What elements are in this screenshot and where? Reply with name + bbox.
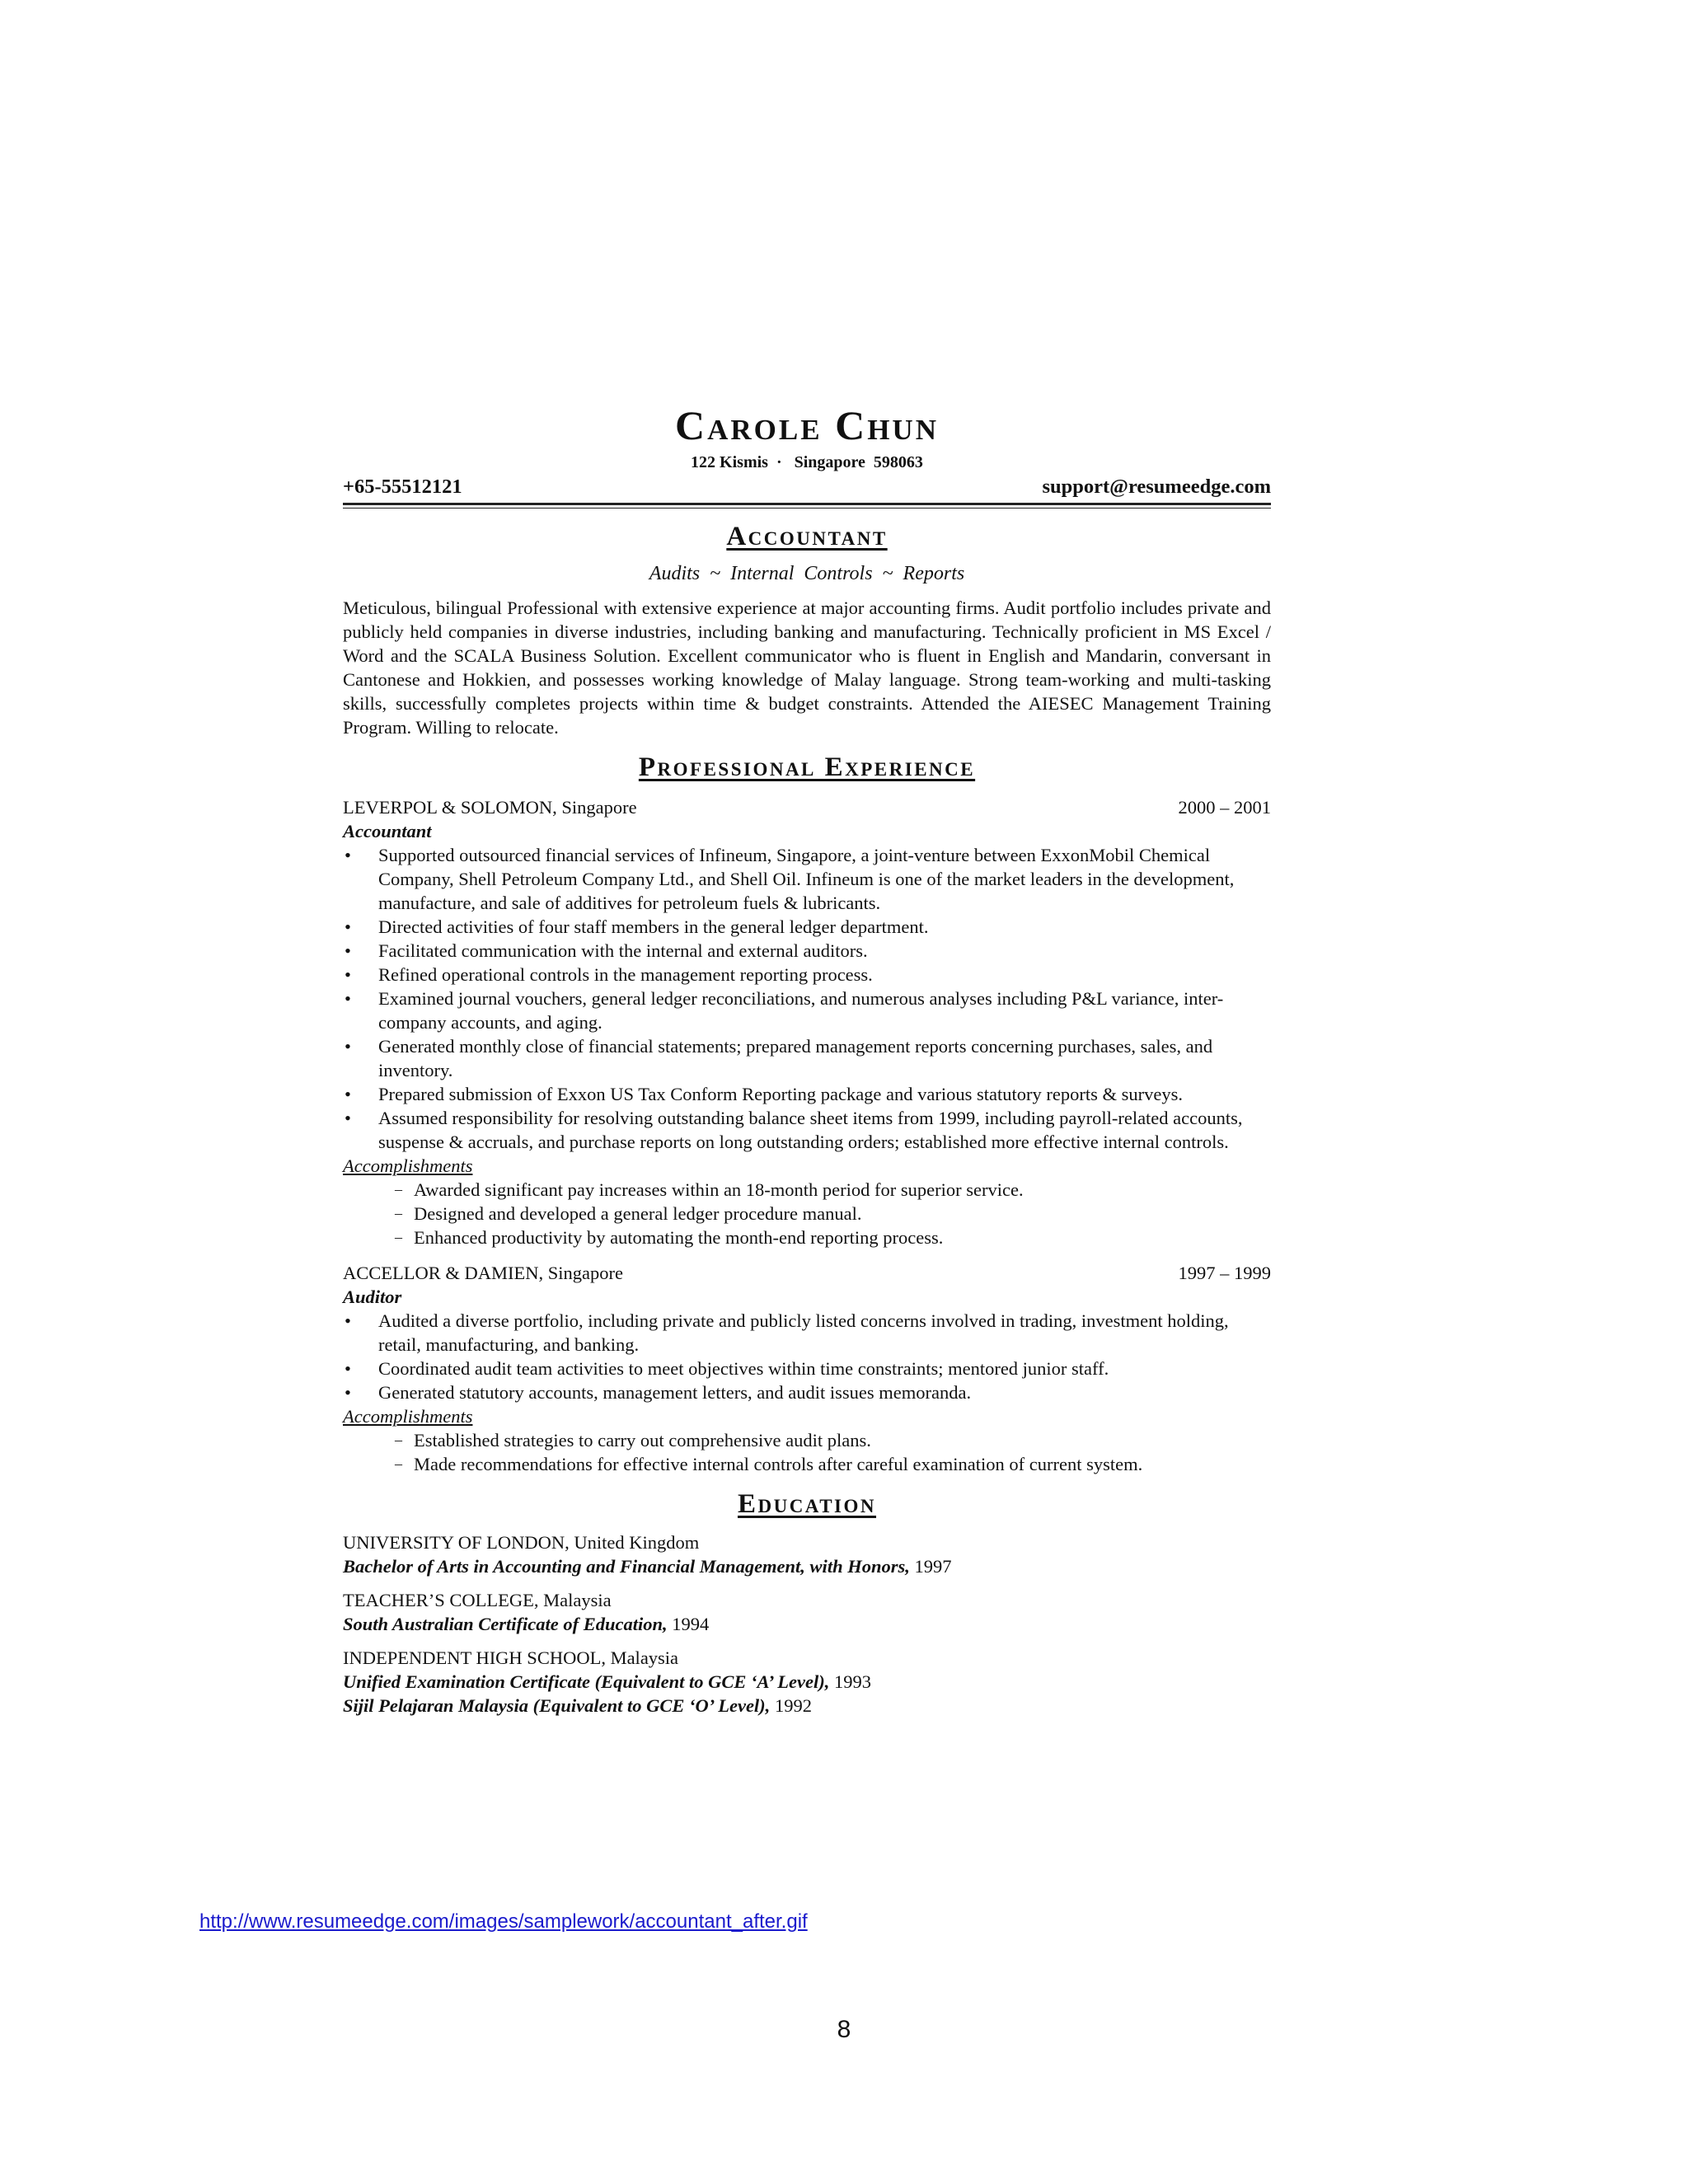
resume — [343, 402, 1271, 1718]
duty-item: • Generated monthly close of financial statements; prepared management reports concerning purchases, sales, and inventory. — [378, 1034, 1271, 1082]
header-rule-thin — [343, 508, 1271, 509]
degree-line — [343, 1554, 1271, 1578]
duty-item: • Refined operational controls in the management reporting process. — [378, 963, 1271, 987]
employer: LEVERPOL & SOLOMON, Singapore — [343, 797, 637, 818]
school: UNIVERSITY OF LONDON, United Kingdom — [343, 1532, 700, 1553]
degree-line — [343, 1694, 1271, 1718]
degree-name: Bachelor of Arts in Accounting and Financial Management, with Honors, — [343, 1556, 910, 1577]
job-entry — [343, 1261, 1271, 1476]
accomplishments-list — [343, 1178, 1271, 1249]
education-entry — [343, 1588, 1271, 1636]
degree-name: Sijil Pelajaran Malaysia (Equivalent to GCE ‘O’ Level), — [343, 1695, 771, 1716]
degree-name: South Australian Certificate of Education, — [343, 1614, 668, 1634]
duties-list — [343, 1309, 1271, 1404]
job-title: Accountant — [343, 821, 432, 841]
accomplishment-item: – Made recommendations for effective internal controls after careful examination of current system. — [414, 1452, 1271, 1476]
summary: Meticulous, bilingual Professional with extensive experience at major accounting firms. Audit portfolio includes private and publicly held companies in diverse industries, including banking and manufacturing. Technically proficient in MS Excel / Word and the SCALA Business Solution. Excellent communicator who is fluent in English and Mandarin, conversant in Cantonese and Hokkien, and possesses working knowledge of Malay language. Strong team-working and multi-tasking skills, successfully completes projects within time & budget constraints. Attended the AIESEC Management Training Program. Willing to relocate. — [343, 598, 1271, 738]
header-rule — [343, 503, 1271, 505]
degree-year: 1997 — [909, 1556, 952, 1577]
degree-year: 1993 — [829, 1671, 871, 1692]
duty-item: • Assumed responsibility for resolving outstanding balance sheet items from 1999, including payroll-related accounts, suspense & accruals, and purchase reports on long outstanding orders; established more effective internal controls. — [378, 1106, 1271, 1154]
job-title: Auditor — [343, 1286, 402, 1307]
job-entry — [343, 795, 1271, 1249]
job-dates: 2000 – 2001 — [1178, 797, 1271, 818]
education-title: Education — [737, 1489, 877, 1519]
duty-item: • Coordinated audit team activities to meet objectives within time constraints; mentored junior staff. — [378, 1357, 1271, 1380]
education-entry — [343, 1530, 1271, 1578]
job-header — [343, 1261, 1271, 1285]
accomplishments-label: Accomplishments — [343, 1155, 473, 1176]
source-link[interactable]: http://www.resumeedge.com/images/samplework/accountant_after.gif — [199, 1910, 808, 1933]
degree-name: Unified Examination Certificate (Equivalent to GCE ‘A’ Level), — [343, 1671, 830, 1692]
degree-year: 1992 — [770, 1695, 812, 1716]
experience-title: Professional Experience — [638, 752, 976, 782]
duty-item: • Supported outsourced financial services of Infineum, Singapore, a joint-venture between ExxonMobil Chemical Company, Shell Petroleum Company Ltd., and Shell Oil. Infineum is one of the market leaders in the development, manufacture, and sale of additives for petroleum fuels & lubricants. — [378, 843, 1271, 915]
accomplishment-item: – Designed and developed a general ledger procedure manual. — [414, 1202, 1271, 1226]
contact-row — [343, 475, 1271, 499]
accomplishments-list — [343, 1428, 1271, 1476]
duty-item: • Facilitated communication with the internal and external auditors. — [378, 939, 1271, 963]
school: INDEPENDENT HIGH SCHOOL, Malaysia — [343, 1647, 679, 1668]
tagline: Audits ~ Internal Controls ~ Reports — [649, 563, 965, 584]
education-list — [343, 1530, 1271, 1718]
duty-item: • Directed activities of four staff members in the general ledger department. — [378, 915, 1271, 939]
phone: +65-55512121 — [343, 476, 462, 498]
degree-line — [343, 1670, 1271, 1694]
accomplishment-item: – Established strategies to carry out comprehensive audit plans. — [414, 1428, 1271, 1452]
duty-item: • Generated statutory accounts, management letters, and audit issues memoranda. — [378, 1380, 1271, 1404]
duty-item: • Examined journal vouchers, general ledger reconciliations, and numerous analyses including P&L variance, inter-company accounts, and aging. — [378, 987, 1271, 1034]
school: TEACHER’S COLLEGE, Malaysia — [343, 1590, 612, 1610]
accomplishments-label: Accomplishments — [343, 1406, 473, 1427]
education-entry — [343, 1646, 1271, 1718]
jobs-list — [343, 795, 1271, 1476]
headline: Accountant — [726, 522, 888, 551]
address: 122 Kismis · Singapore 598063 — [691, 453, 923, 471]
page-number: 8 — [837, 2016, 851, 2043]
duties-list — [343, 843, 1271, 1154]
accomplishment-item: – Awarded significant pay increases within an 18-month period for superior service. — [414, 1178, 1271, 1202]
degree-line — [343, 1612, 1271, 1636]
candidate-name: Carole Chun — [675, 402, 939, 448]
email: support@resumeedge.com — [1042, 476, 1271, 498]
job-dates: 1997 – 1999 — [1178, 1263, 1271, 1283]
accomplishment-item: – Enhanced productivity by automating the month-end reporting process. — [414, 1226, 1271, 1249]
job-header — [343, 795, 1271, 819]
degree-year: 1994 — [667, 1614, 710, 1634]
duty-item: • Prepared submission of Exxon US Tax Conform Reporting package and various statutory reports & surveys. — [378, 1082, 1271, 1106]
duty-item: • Audited a diverse portfolio, including private and publicly listed concerns involved in trading, investment holding, retail, manufacturing, and banking. — [378, 1309, 1271, 1357]
employer: ACCELLOR & DAMIEN, Singapore — [343, 1263, 623, 1283]
